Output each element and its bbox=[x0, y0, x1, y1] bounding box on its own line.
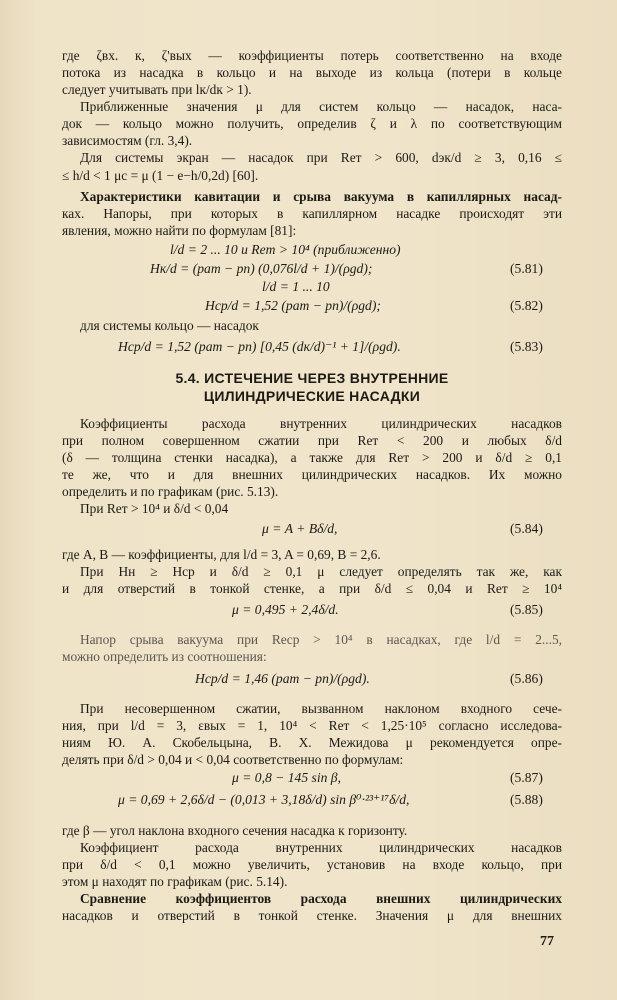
equation-condition: l/d = 1 ... 10 bbox=[262, 279, 330, 294]
equation-number: (5.86) bbox=[510, 671, 543, 686]
text-line: насадков и отверстий в тонкой стенке. Значения μ для внешних bbox=[62, 908, 562, 923]
equation-number: (5.81) bbox=[510, 261, 543, 276]
equation-number: (5.85) bbox=[510, 602, 543, 617]
text-line: где ζвх. к, ζ'вых — коэффициенты потерь соответственно на входе bbox=[62, 48, 562, 63]
text-line: явления, можно найти по формулам [81]: bbox=[62, 223, 297, 238]
text-line: где A, B — коэффициенты, для l/d = 3, A = 0,69, B = 2,6. bbox=[62, 547, 381, 562]
equation-number: (5.84) bbox=[510, 521, 543, 536]
subheading-line: Сравнение коэффициентов расхода внешних цилиндрических bbox=[80, 891, 562, 906]
text-line: зависимостям (гл. 3,4). bbox=[62, 133, 193, 148]
text-line: делять при δ/d > 0,04 и < 0,04 соответственно по формулам: bbox=[62, 752, 404, 767]
equation: μ = 0,495 + 2,4δ/d. bbox=[232, 602, 339, 617]
text-line: следует учитывать при lк/dк > 1). bbox=[62, 82, 252, 97]
subheading-line: Характеристики кавитации и срыва вакуума в капиллярных насад- bbox=[80, 189, 562, 204]
section-heading-line-2: ЦИЛИНДРИЧЕСКИЕ НАСАДКИ bbox=[203, 388, 421, 404]
text-line: для системы кольцо — насадок bbox=[80, 318, 259, 333]
text-line: при δ/d < 0,1 можно увеличить, установив на входе кольцо, при bbox=[62, 857, 562, 872]
text-line: ≤ h/d < 1 μс = μ (1 − e−h/0,2d) [60]. bbox=[62, 168, 259, 183]
text-line: док — кольцо можно получить, определив ζ и λ по соответствующим bbox=[62, 116, 562, 131]
text-line: и для отверстий в тонкой стенке, а при δ/d ≤ 0,04 и Reт ≥ 10⁴ bbox=[62, 581, 562, 596]
page-number: 77 bbox=[540, 934, 554, 949]
equation: μ = 0,8 − 145 sin β, bbox=[232, 770, 341, 785]
text-line: определить и по графикам (рис. 5.13). bbox=[62, 484, 279, 499]
text-line: те же, что и для внешних цилиндрических насадков. Их можно bbox=[62, 467, 562, 482]
text-line: При несовершенном сжатии, вызванном наклоном входного сече- bbox=[80, 701, 562, 716]
equation: Hср/d = 1,46 (pат − pп)/(ρgd). bbox=[195, 671, 370, 686]
equation: μ = A + Bδ/d, bbox=[262, 521, 338, 536]
equation: Hср/d = 1,52 (pат − pп) [0,45 (dк/d)⁻¹ + 1]/(ρgd). bbox=[118, 339, 401, 354]
equation-number: (5.88) bbox=[510, 792, 543, 807]
text-line: где β — угол наклона входного сечения насадка к горизонту. bbox=[62, 823, 408, 838]
text-line: Приближенные значения μ для систем кольцо — насадок, наса- bbox=[80, 99, 562, 114]
text-line: ках. Напоры, при которых в капиллярном насадке происходят эти bbox=[62, 206, 562, 221]
text-line: ниям Ю. А. Скобельцына, В. Х. Межидова μ рекомендуется опре- bbox=[62, 735, 562, 750]
equation-number: (5.87) bbox=[510, 770, 543, 785]
text-line: этом μ находят по графикам (рис. 5.14). bbox=[62, 874, 288, 889]
text-line: При Hн ≥ Hср и δ/d ≥ 0,1 μ следует определять так же, как bbox=[80, 564, 562, 579]
text-line: Для системы экран — насадок при Reт > 600, dэк/d ≥ 3, 0,16 ≤ bbox=[80, 150, 562, 165]
text-line: при полном совершенном сжатии при Reт < 200 и любых δ/d bbox=[62, 433, 562, 448]
equation-condition: l/d = 2 ... 10 и Reт > 10⁴ (приближенно) bbox=[170, 242, 401, 257]
equation-number: (5.82) bbox=[510, 298, 543, 313]
equation: Hср/d = 1,52 (pат − pп)/(ρgd); bbox=[205, 298, 381, 313]
text-line: Напор срыва вакуума при Reср > 10⁴ в насадках, где l/d = 2...5, bbox=[80, 632, 562, 647]
equation: μ = 0,69 + 2,6δ/d − (0,013 + 3,18δ/d) sin β⁰·²³⁺¹⁷δ/d, bbox=[118, 792, 410, 807]
text-line: Коэффициенты расхода внутренних цилиндрических насадков bbox=[80, 416, 562, 431]
equation-number: (5.83) bbox=[510, 339, 543, 354]
text-line: можно определить из соотношения: bbox=[62, 649, 267, 664]
text-line: потока из насадка в кольцо и на выходе из кольца (потери в кольце bbox=[62, 65, 562, 80]
text-line: При Reт > 10⁴ и δ/d < 0,04 bbox=[80, 501, 229, 516]
text-line: (δ — толщина стенки насадка), а также для Reт > 200 и δ/d ≥ 0,1 bbox=[62, 450, 562, 465]
text-line: Коэффициент расхода внутренних цилиндрических насадков bbox=[80, 840, 562, 855]
equation: Hк/d = (pат − pп) (0,076l/d + 1)/(ρgd); bbox=[150, 261, 373, 276]
section-heading-line-1: 5.4. ИСТЕЧЕНИЕ ЧЕРЕЗ ВНУТРЕННИЕ bbox=[175, 370, 449, 386]
text-line: ния, при l/d = 3, εвых = 1, 10⁴ < Reт < 1,25·10⁵ согласно исследова- bbox=[62, 718, 562, 733]
